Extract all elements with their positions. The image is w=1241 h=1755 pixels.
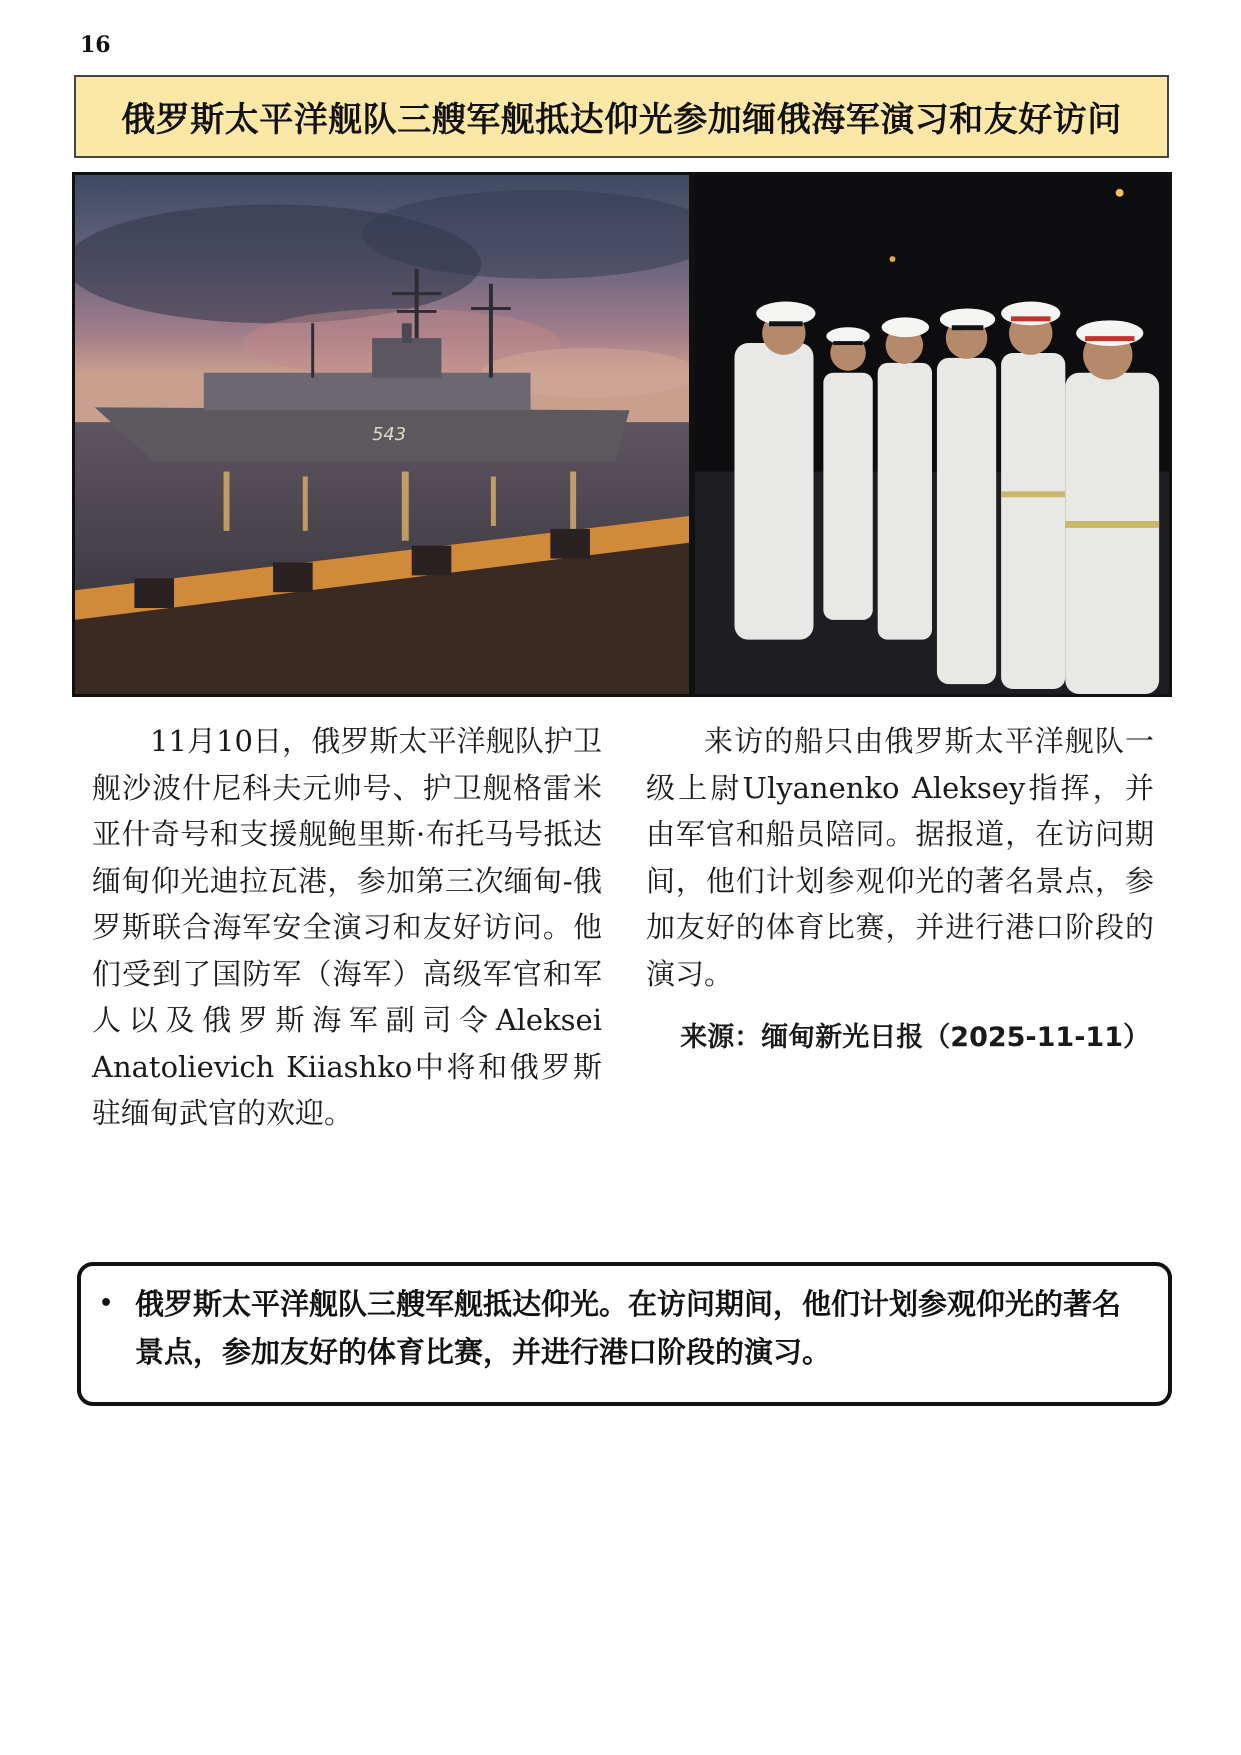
ship-hull-number: 543	[372, 423, 407, 445]
bullet-icon: •	[99, 1291, 114, 1316]
headline: 俄罗斯太平洋舰队三艘军舰抵达仰光参加缅俄海军演习和友好访问	[121, 100, 1122, 140]
page-number: 16	[80, 32, 111, 58]
warship-photo	[72, 172, 692, 697]
article-paragraph-right: 来访的船只由俄罗斯太平洋舰队一级上尉Ulyanenko Aleksey指挥，并由军官和船员陪同。据报道，在访问期间，他们计划参观仰光的著名景点，参加友好的体育比赛，并进行港口阶段的演习。	[646, 724, 1154, 991]
article-paragraph-left: 11月10日，俄罗斯太平洋舰队护卫舰沙波什尼科夫元帅号、护卫舰格雷米亚什奇号和支援舰鲍里斯·布托马号抵达缅甸仰光迪拉瓦港，参加第三次缅甸-俄罗斯联合海军安全演习和友好访问。他们受到了国防军（海军）高级军官和军人以及俄罗斯海军副司令Aleksei Anatolievich Kiiashko中将和俄罗斯驻缅甸武官的欢迎。	[92, 724, 602, 1130]
headline-banner	[74, 75, 1169, 158]
warship-image	[75, 175, 689, 694]
summary-box	[77, 1262, 1172, 1406]
officers-welcome-photo	[692, 172, 1172, 697]
article-source: 来源：缅甸新光日报（2025-11-11）	[680, 1022, 1150, 1053]
officers-image	[695, 175, 1169, 694]
article-left-column	[92, 718, 602, 1137]
summary-text: 俄罗斯太平洋舰队三艘军舰抵达仰光。在访问期间，他们计划参观仰光的著名景点，参加友好的体育比赛，并进行港口阶段的演习。	[135, 1287, 1122, 1369]
summary-item	[99, 1280, 1144, 1376]
article-right-column	[646, 718, 1154, 1062]
